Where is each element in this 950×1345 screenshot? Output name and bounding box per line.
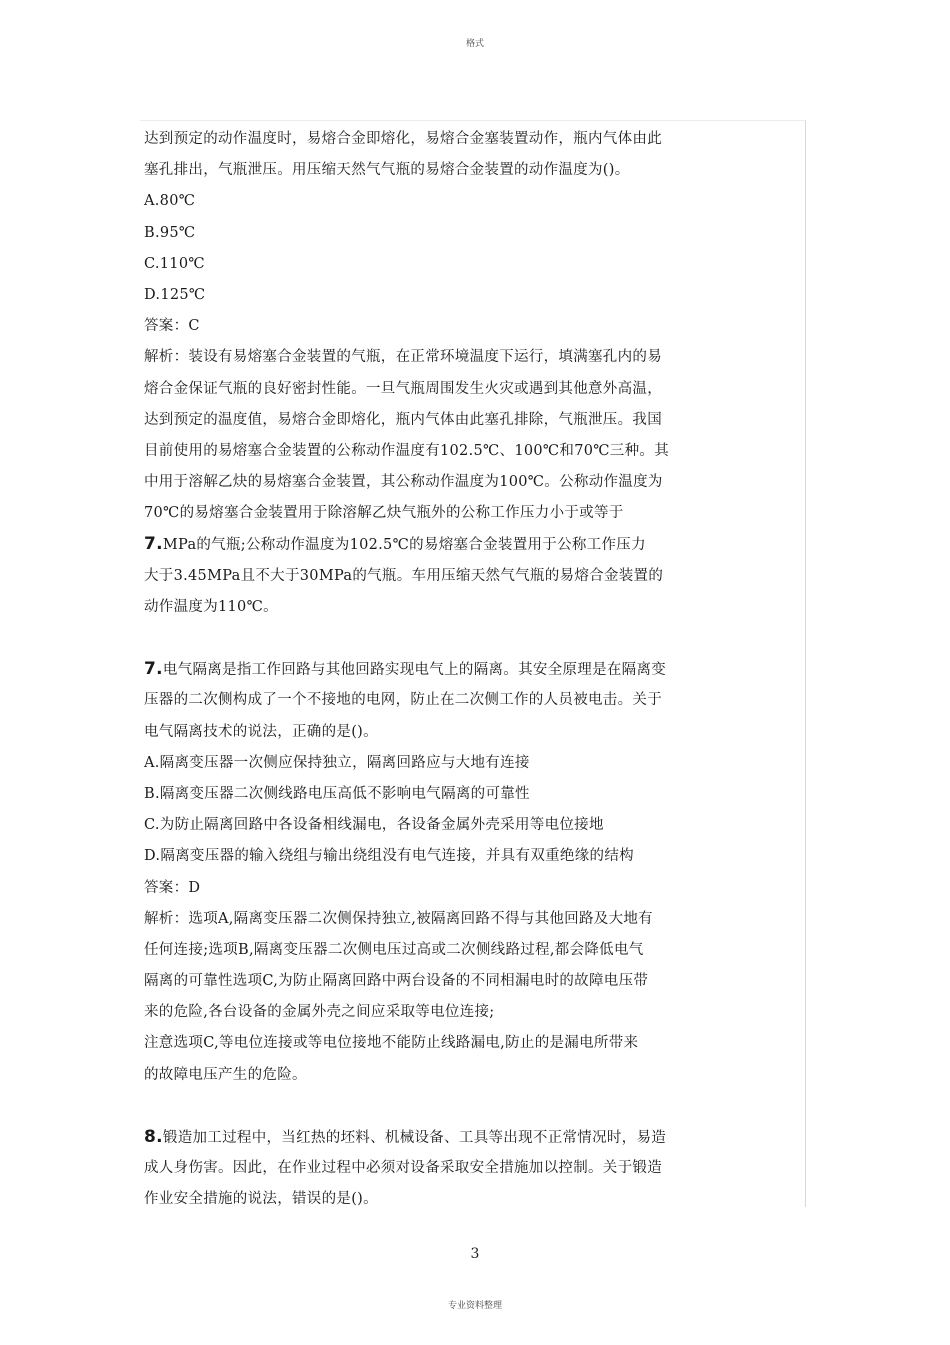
analysis-line: 大于3.45MPa且不大于30MPa的气瓶。车用压缩天然气气瓶的易熔合金装置的 bbox=[144, 567, 664, 584]
analysis-line: 解析：装设有易熔塞合金装置的气瓶，在正常环境温度下运行，填满塞孔内的易 bbox=[144, 349, 662, 366]
question-text: 电气隔离是指工作回路与其他回路实现电气上的隔离。其安全原理是在隔离变 bbox=[162, 662, 667, 679]
question-line: 压器的二次侧构成了一个不接地的电网，防止在二次侧工作的人员被电击。关于 bbox=[144, 692, 662, 709]
analysis-line: 动作温度为110℃。 bbox=[144, 598, 278, 615]
option-b: B.隔离变压器二次侧线路电压高低不影响电气隔离的可靠性 bbox=[144, 785, 530, 802]
analysis-line: 中用于溶解乙炔的易熔塞合金装置，其公称动作温度为100℃。公称动作温度为 bbox=[144, 474, 663, 491]
list-number: 7. bbox=[144, 534, 163, 555]
analysis-line: 隔离的可靠性选项C,为防止隔离回路中两台设备的不同相漏电时的故障电压带 bbox=[144, 973, 649, 990]
analysis-line: 解析：选项A,隔离变压器二次侧保持独立,被隔离回路不得与其他回路及大地有 bbox=[144, 910, 653, 927]
option-b: B.95℃ bbox=[144, 224, 196, 241]
analysis-text: MPa的气瓶;公称动作温度为102.5℃的易熔塞合金装置用于公称工作压力 bbox=[162, 537, 646, 554]
analysis-line: 达到预定的温度值，易熔合金即熔化，瓶内气体由此塞孔排除，气瓶泄压。我国 bbox=[144, 411, 662, 428]
question-line: 电气隔离技术的说法，正确的是()。 bbox=[144, 723, 378, 740]
option-d: D.隔离变压器的输入绕组与输出绕组没有电气连接，并具有双重绝缘的结构 bbox=[144, 848, 634, 865]
analysis-line: 任何连接;选项B,隔离变压器二次侧电压过高或二次侧线路过程,都会降低电气 bbox=[144, 941, 644, 958]
question-number: 8. bbox=[144, 1127, 163, 1147]
option-a: A.隔离变压器一次侧应保持独立，隔离回路应与大地有连接 bbox=[144, 754, 530, 771]
answer-line: 答案：C bbox=[144, 318, 200, 335]
page-footer: 专业资料整理 bbox=[447, 1301, 502, 1311]
text-line: 塞孔排出，气瓶泄压。用压缩天然气气瓶的易熔合金装置的动作温度为()。 bbox=[144, 162, 630, 179]
document-body bbox=[144, 124, 704, 1216]
question-line: 作业安全措施的说法，错误的是()。 bbox=[144, 1191, 378, 1208]
option-c: C.110℃ bbox=[144, 255, 205, 272]
analysis-line bbox=[144, 529, 704, 560]
analysis-line: 70℃的易熔塞合金装置用于除溶解乙炔气瓶外的公称工作压力小于或等于 bbox=[144, 505, 624, 522]
option-c: C.为防止隔离回路中各设备相线漏电，各设备金属外壳采用等电位接地 bbox=[144, 817, 604, 834]
analysis-line: 目前使用的易熔塞合金装置的公称动作温度有102.5℃、100℃和70℃三种。其 bbox=[144, 442, 669, 459]
page-header: 格式 bbox=[465, 39, 484, 49]
page-number: 3 bbox=[470, 1246, 480, 1262]
spacer bbox=[144, 1091, 704, 1122]
option-a: A.80℃ bbox=[144, 193, 196, 210]
answer-line: 答案：D bbox=[144, 879, 201, 896]
option-d: D.125℃ bbox=[144, 286, 206, 303]
analysis-line: 注意选项C,等电位连接或等电位接地不能防止线路漏电,防止的是漏电所带来 bbox=[144, 1035, 639, 1052]
analysis-line: 来的危险,各台设备的金属外壳之间应采取等电位连接; bbox=[144, 1004, 495, 1021]
analysis-line: 熔合金保证气瓶的良好密封性能。一旦气瓶周围发生火灾或遇到其他意外高温， bbox=[144, 380, 662, 397]
question-line bbox=[144, 654, 704, 685]
analysis-line: 的故障电压产生的危险。 bbox=[144, 1066, 307, 1083]
question-number: 7. bbox=[144, 659, 163, 680]
text-line: 达到预定的动作温度时，易熔合金即熔化，易熔合金塞装置动作，瓶内气体由此 bbox=[144, 131, 662, 147]
question-text: 锻造加工过程中，当红热的坯料、机械设备、工具等出现不正常情况时，易造 bbox=[162, 1130, 667, 1146]
question-line bbox=[144, 1122, 704, 1153]
spacer bbox=[144, 623, 704, 654]
question-line: 成人身伤害。因此，在作业过程中必须对设备采取安全措施加以控制。关于锻造 bbox=[144, 1160, 662, 1177]
